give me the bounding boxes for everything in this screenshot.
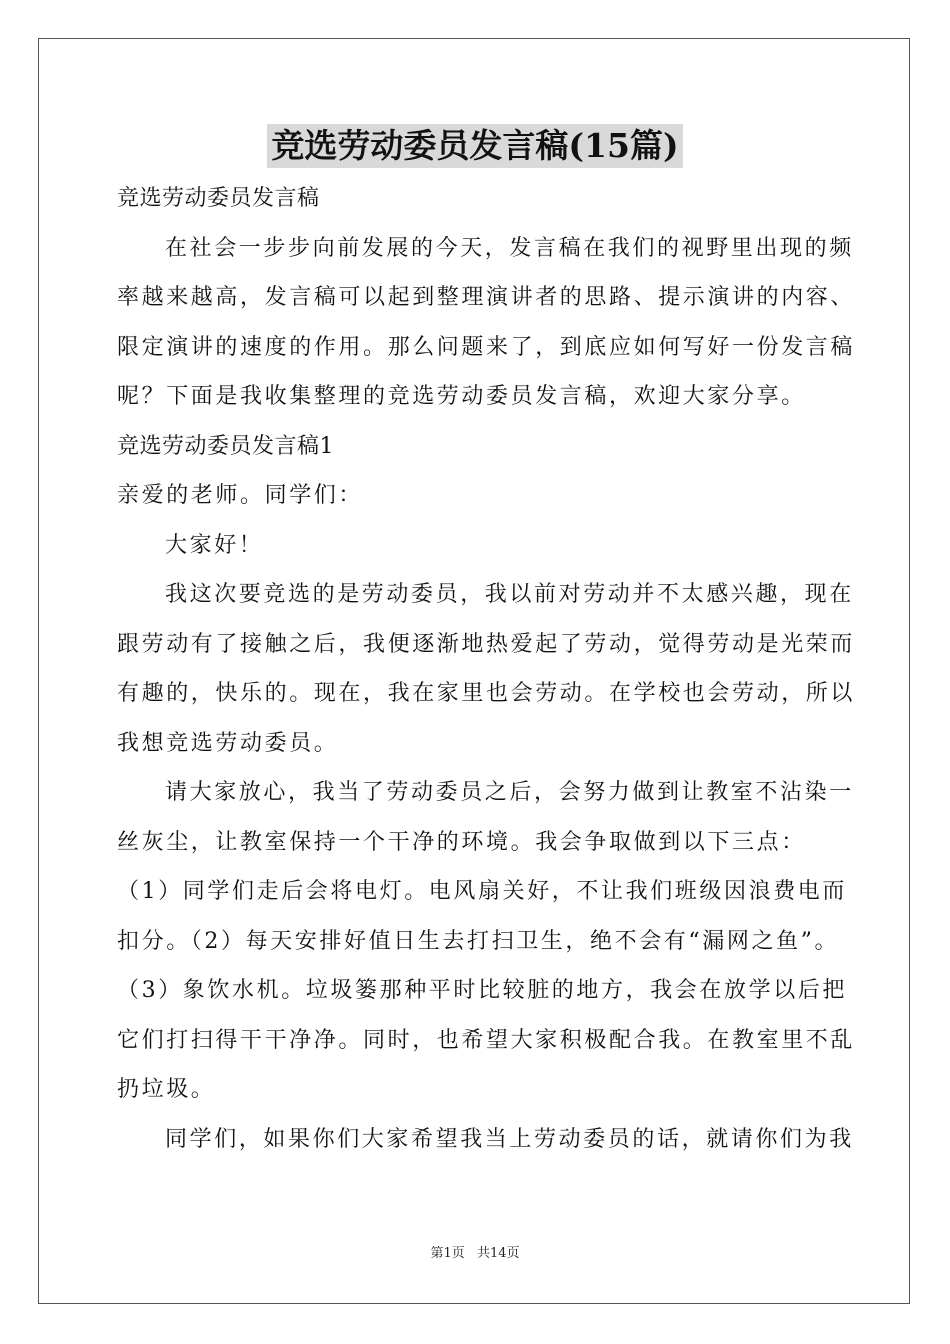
body-line: 我这次要竞选的是劳动委员，我以前对劳动并不太感兴趣，现在 (165, 582, 854, 607)
body-line: （3）象饮水机。垃圾篓那种平时比较脏的地方，我会在放学以后把 (117, 978, 847, 1003)
body-line: 我想竞选劳动委员。 (117, 730, 339, 756)
salutation: 亲爱的老师。同学们： (117, 483, 364, 508)
body-line: （1）同学们走后会将电灯。电风扇关好，不让我们班级因浪费电而 (117, 879, 847, 904)
body-line: 请大家放心，我当了劳动委员之后，会努力做到让教室不沾染一 (165, 780, 854, 805)
greeting: 大家好！ (165, 532, 264, 558)
document-body (117, 174, 856, 1164)
body-line: 扔垃圾。 (117, 1077, 216, 1102)
document-title: 竞选劳动委员发言稿(15篇) (267, 124, 682, 168)
body-line: 扣分。（2）每天安排好值日生去打扫卫生，绝不会有“漏网之鱼”。 (117, 928, 840, 954)
section-heading: 竞选劳动委员发言稿 (117, 186, 320, 211)
section-heading: 竞选劳动委员发言稿1 (117, 433, 334, 459)
body-line: 呢？下面是我收集整理的竞选劳动委员发言稿，欢迎大家分享。 (117, 384, 806, 409)
page-footer (0, 1244, 950, 1264)
body-line: 跟劳动有了接触之后，我便逐渐地热爱起了劳动，觉得劳动是光荣而 (117, 631, 856, 657)
body-line: 同学们，如果你们大家希望我当上劳动委员的话，就请你们为我 (165, 1126, 854, 1152)
page-number: 第1页 (430, 1246, 465, 1261)
title-container (0, 124, 950, 168)
body-line: 率越来越高，发言稿可以起到整理演讲者的思路、提示演讲的内容、 (117, 285, 856, 310)
body-line: 丝灰尘，让教室保持一个干净的环境。我会争取做到以下三点： (117, 829, 806, 855)
body-line: 它们打扫得干干净净。同时，也希望大家积极配合我。在教室里不乱 (117, 1027, 856, 1053)
body-line: 限定演讲的速度的作用。那么问题来了，到底应如何写好一份发言稿 (117, 334, 856, 360)
body-line: 在社会一步步向前发展的今天，发言稿在我们的视野里出现的频 (165, 235, 854, 261)
body-line: 有趣的，快乐的。现在，我在家里也会劳动。在学校也会劳动，所以 (117, 681, 856, 706)
page-total: 共14页 (476, 1246, 520, 1261)
